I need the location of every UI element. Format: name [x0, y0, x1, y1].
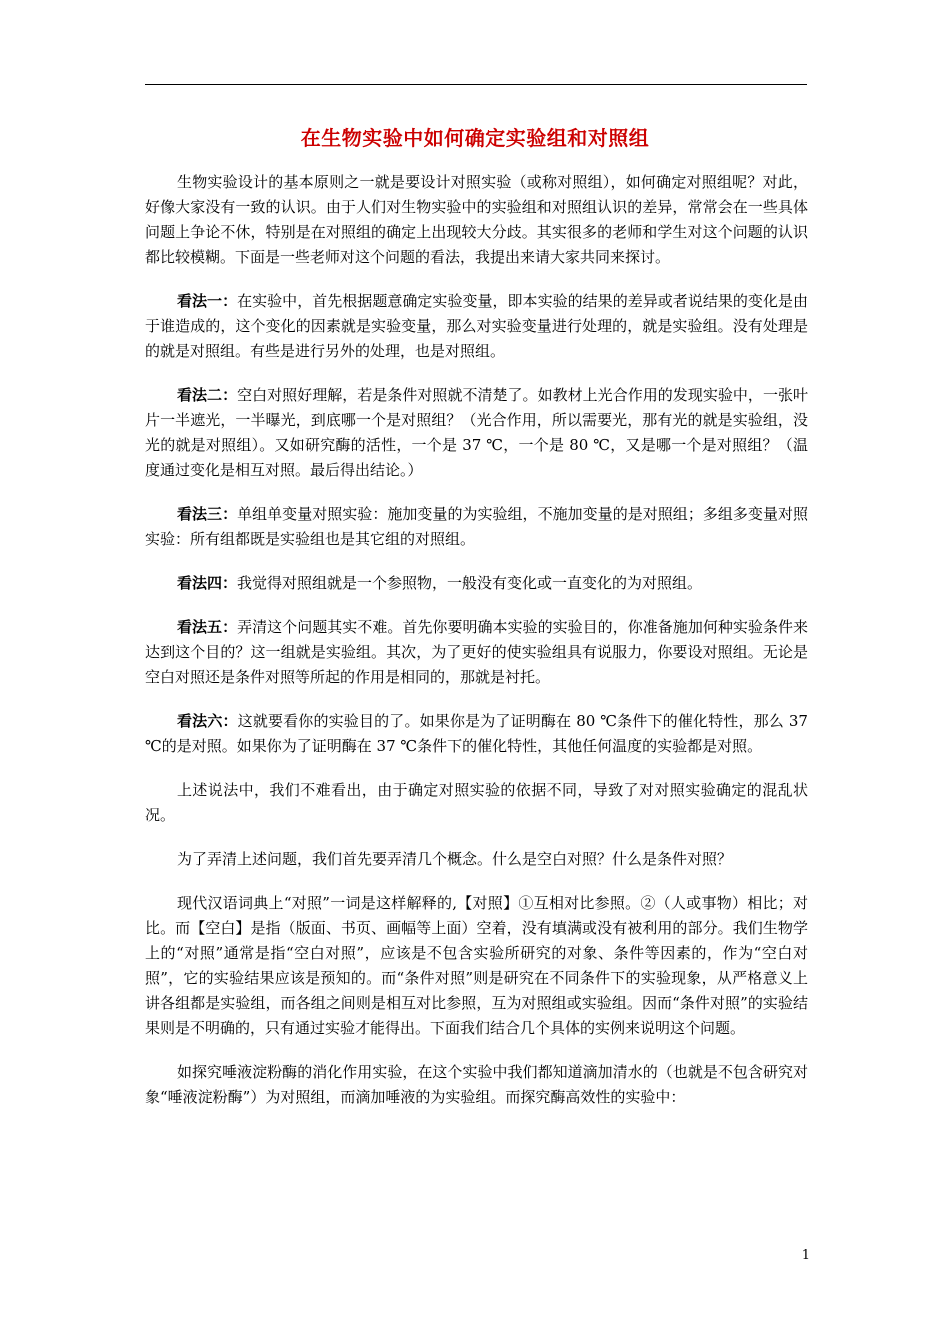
- paragraph: [145, 847, 808, 872]
- paragraph: [145, 383, 808, 483]
- paragraph-text: 我觉得对照组就是一个参照物，一般没有变化或一直变化的为对照组。: [237, 574, 703, 592]
- paragraph: [145, 1060, 808, 1110]
- paragraph-lead: 看法四：: [177, 574, 238, 592]
- page-number: 1: [801, 1248, 810, 1263]
- paragraph: [145, 709, 808, 759]
- paragraph-text: 在实验中，首先根据题意确定实验变量，即本实验的结果的差异或者说结果的变化是由于谁造成的，这个变化的因素就是实验变量，那么对实验变量进行处理的，就是实验组。没有处理是的就是对照组。有些是进行另外的处理，也是对照组。: [145, 292, 808, 360]
- paragraph: [145, 891, 808, 1041]
- paragraph-lead: 看法三：: [177, 505, 238, 523]
- paragraph: [145, 289, 808, 364]
- document-body: [145, 170, 808, 1129]
- paragraph-text: 现代汉语词典上“对照”一词是这样解释的,【对照】①互相对比参照。②（人或事物）相比；对比。而【空白】是指（版面、书页、画幅等上面）空着，没有填满或没有被利用的部分。我们生物学上的“对照”通常是指“空白对照”，应该是不包含实验所研究的对象、条件等因素的，作为“空白对照”，它的实验结果应该是预知的。而“条件对照”则是研究在不同条件下的实验现象，从严格意义上讲各组都是实验组，而各组之间则是相互对比参照，互为对照组或实验组。因而“条件对照”的实验结果则是不明确的，只有通过实验才能得出。下面我们结合几个具体的实例来说明这个问题。: [145, 894, 808, 1037]
- paragraph-text: 单组单变量对照实验：施加变量的为实验组，不施加变量的是对照组；多组多变量对照实验：所有组都既是实验组也是其它组的对照组。: [145, 505, 808, 548]
- paragraph-text: 生物实验设计的基本原则之一就是要设计对照实验（或称对照组），如何确定对照组呢？对此，好像大家没有一致的认识。由于人们对生物实验中的实验组和对照组认识的差异，常常会在一些具体问题上争论不休，特别是在对照组的确定上出现较大分歧。其实很多的老师和学生对这个问题的认识都比较模糊。下面是一些老师对这个问题的看法，我提出来请大家共同来探讨。: [145, 173, 808, 266]
- paragraph-text: 空白对照好理解，若是条件对照就不清楚了。如教材上光合作用的发现实验中，一张叶片一半遮光，一半曝光，到底哪一个是对照组？（光合作用，所以需要光，那有光的就是实验组，没光的就是对照组）。又如研究酶的活性，一个是 37 ℃，一个是 80 ℃，又是哪一个是对照组？（温度通过变化是相互对照。最后得出结论。）: [145, 386, 808, 479]
- paragraph: [145, 778, 808, 828]
- paragraph-lead: 看法五：: [177, 618, 238, 636]
- paragraph-text: 弄清这个问题其实不难。首先你要明确本实验的实验目的，你准备施加何种实验条件来达到这个目的？这一组就是实验组。其次，为了更好的使实验组具有说服力，你要设对照组。无论是空白对照还是条件对照等所起的作用是相同的，那就是衬托。: [145, 618, 808, 686]
- paragraph-lead: 看法二：: [177, 386, 238, 404]
- paragraph-text: 如探究唾液淀粉酶的消化作用实验，在这个实验中我们都知道滴加清水的（也就是不包含研究对象“唾液淀粉酶”）为对照组，而滴加唾液的为实验组。而探究酶高效性的实验中：: [145, 1063, 808, 1106]
- paragraph-lead: 看法一：: [177, 292, 238, 310]
- paragraph-text: 上述说法中，我们不难看出，由于确定对照实验的依据不同，导致了对对照实验确定的混乱状况。: [145, 781, 808, 824]
- paragraph: [145, 502, 808, 552]
- paragraph: [145, 170, 808, 270]
- paragraph: [145, 615, 808, 690]
- header-rule: [145, 84, 807, 85]
- document-title: 在生物实验中如何确定实验组和对照组: [300, 126, 650, 150]
- paragraph-lead: 看法六：: [177, 712, 238, 730]
- paragraph-text: 为了弄清上述问题，我们首先要弄清几个概念。什么是空白对照？什么是条件对照？: [177, 850, 733, 868]
- paragraph: [145, 571, 808, 596]
- paragraph-text: 这就要看你的实验目的了。如果你是为了证明酶在 80 ℃条件下的催化特性，那么 37 ℃的是对照。如果你为了证明酶在 37 ℃条件下的催化特性，其他任何温度的实验都是对照。: [145, 712, 808, 755]
